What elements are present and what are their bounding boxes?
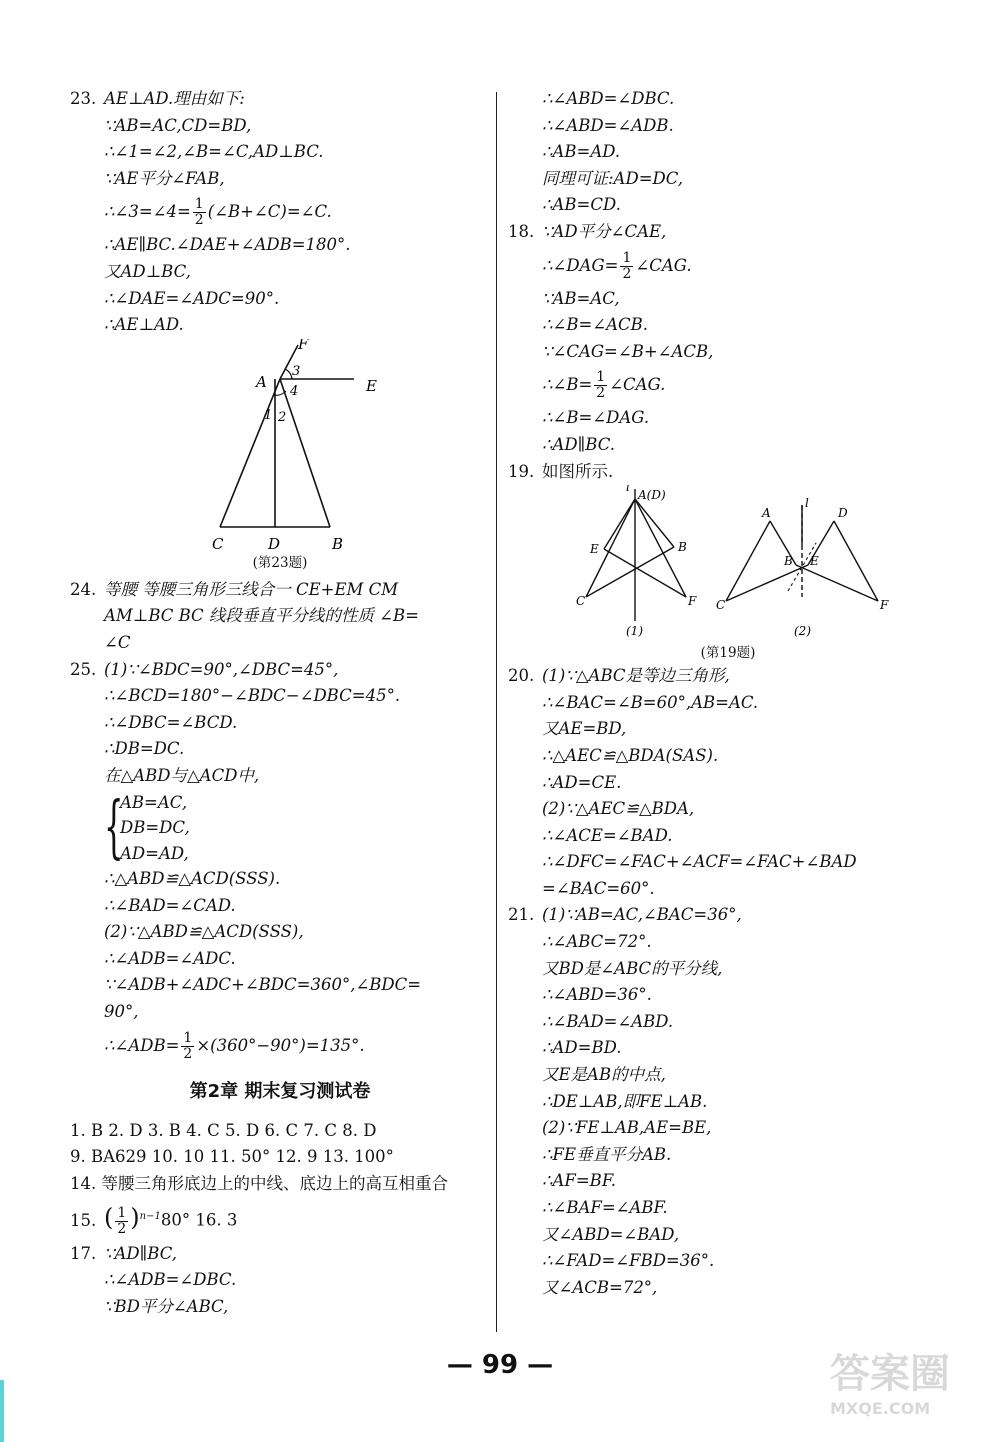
q17-line-8: ∴AB=CD. bbox=[542, 195, 621, 215]
label-D: D bbox=[268, 534, 281, 553]
fig2-label-l: l bbox=[805, 496, 809, 511]
triangle-diagram bbox=[70, 339, 490, 553]
q20-number: 20. bbox=[508, 666, 535, 686]
label-angle-2: 2 bbox=[278, 409, 287, 425]
figure-q23 bbox=[70, 339, 490, 553]
q25-line-4: ∴DB=DC. bbox=[104, 739, 185, 759]
q21-line-9: (2)∵FE⊥AB,AE=BE, bbox=[542, 1118, 712, 1138]
q18-line-4: ∴∠B=∠ACB. bbox=[542, 315, 649, 335]
fig2-label-B: B bbox=[784, 554, 793, 569]
watermark-logo: 答案圈 MXQE.COM bbox=[830, 1351, 950, 1418]
q25-line-5: 在△ABD与△ACD中, bbox=[104, 765, 260, 785]
q25-line-1: (1)∵∠BDC=90°,∠DBC=45°, bbox=[104, 659, 339, 679]
right-column bbox=[508, 86, 948, 1301]
q21-line-4: ∴∠ABD=36°. bbox=[542, 985, 652, 1005]
q25-line-9: ∴∠ADB=∠ADC. bbox=[104, 948, 236, 968]
fig1-label-B: B bbox=[678, 540, 687, 555]
q23-line-6: ∴AE∥BC.∠DAE+∠ADB=180°. bbox=[104, 235, 351, 255]
q23-line-2: ∵AB=AC,CD=BD, bbox=[104, 115, 252, 135]
fig1-caption: (1) bbox=[626, 624, 643, 639]
q17-number: 17. bbox=[70, 1243, 97, 1263]
q20-line-6: (2)∵△AEC≌△BDA, bbox=[542, 799, 695, 819]
q21-line-3: 又BD是∠ABC的平分线, bbox=[542, 958, 723, 978]
q18-line-1: ∵AD平分∠CAE, bbox=[542, 221, 667, 241]
q24-line-1: 等腰 等腰三角形三线合一 CE+EM CM bbox=[104, 579, 399, 599]
question-23 bbox=[70, 86, 490, 573]
question-17-continued bbox=[508, 86, 948, 219]
q21-line-6: ∴AD=BD. bbox=[542, 1038, 622, 1058]
fig2-label-F: F bbox=[880, 598, 889, 613]
label-angle-4: 4 bbox=[290, 383, 299, 399]
q17-line-2: ∴∠ADB=∠DBC. bbox=[104, 1270, 237, 1290]
label-B: B bbox=[332, 534, 344, 553]
page-number: — 99 — bbox=[446, 1350, 554, 1380]
q23-line-7: 又AD⊥BC, bbox=[104, 261, 191, 281]
brace-icon: { bbox=[104, 787, 124, 867]
q25-number: 25. bbox=[70, 659, 97, 679]
question-20 bbox=[508, 663, 948, 902]
fig2-label-C: C bbox=[716, 598, 726, 613]
q23-line-1: AE⊥AD.理由如下: bbox=[104, 89, 245, 108]
q21-line-8: ∴DE⊥AB,即FE⊥AB. bbox=[542, 1091, 708, 1111]
q20-line-9: =∠BAC=60°. bbox=[542, 878, 655, 898]
q25-line-3: ∴∠DBC=∠BCD. bbox=[104, 712, 238, 732]
figure-q19 bbox=[508, 485, 948, 643]
q23-line-8: ∴∠DAE=∠ADC=90°. bbox=[104, 288, 280, 308]
fraction: $\frac{1}{2}$ bbox=[596, 369, 606, 402]
q24-number: 24. bbox=[70, 579, 97, 599]
caption-q23: (第23题) bbox=[252, 554, 308, 571]
fig1-label-F: F bbox=[688, 594, 697, 609]
fig1-label-AD: A(D) bbox=[638, 488, 666, 503]
q20-line-8: ∴∠DFC=∠FAC+∠ACF=∠FAC+∠BAD bbox=[542, 852, 857, 872]
q25-line-7: ∴∠BAD=∠CAD. bbox=[104, 895, 236, 915]
brace-line-1: AB=AC, bbox=[120, 792, 188, 812]
q20-line-5: ∴AD=CE. bbox=[542, 772, 622, 792]
q25-line-6: ∴△ABD≌△ACD(SSS). bbox=[104, 869, 281, 888]
answers-line-1: 1. B 2. D 3. B 4. C 5. D 6. C 7. C 8. D bbox=[70, 1120, 377, 1140]
q20-line-3: 又AE=BD, bbox=[542, 719, 627, 739]
answers-line-3: 14. 等腰三角形底边上的中线、底边上的高互相重合 bbox=[70, 1173, 448, 1193]
question-25 bbox=[70, 657, 490, 1066]
q21-number: 21. bbox=[508, 905, 535, 925]
brace-line-2: DB=DC, bbox=[120, 818, 190, 837]
fig2-label-A: A bbox=[762, 506, 771, 521]
label-angle-3: 3 bbox=[292, 363, 301, 379]
q18-line-6: ∴∠B= $\frac{1}{2}$ ∠CAG. bbox=[542, 369, 666, 402]
q17-line-7: 同理可证:AD=DC, bbox=[542, 168, 684, 188]
q20-line-1: (1)∵△ABC是等边三角形, bbox=[542, 666, 730, 686]
question-24 bbox=[70, 577, 490, 657]
answers-block bbox=[70, 1118, 490, 1241]
fig2-label-D: D bbox=[838, 506, 848, 521]
q17-line-1: ∵AD∥BC, bbox=[104, 1243, 177, 1263]
q18-line-7: ∴∠B=∠DAG. bbox=[542, 408, 650, 428]
question-17 bbox=[70, 1241, 490, 1321]
geometry-diagrams bbox=[508, 485, 948, 643]
q17-line-6: ∴AB=AD. bbox=[542, 142, 621, 162]
q21-line-5: ∴∠BAD=∠ABD. bbox=[542, 1011, 674, 1031]
q25-line-11: 90°, bbox=[104, 1001, 139, 1021]
q18-line-2: ∴∠DAG= $\frac{1}{2}$ ∠CAG. bbox=[542, 249, 692, 282]
label-F: F bbox=[298, 338, 309, 353]
q25-line-8: (2)∵△ABD≌△ACD(SSS), bbox=[104, 922, 304, 942]
q25-line-2: ∴∠BCD=180°−∠BDC−∠DBC=45°. bbox=[104, 686, 401, 706]
fig1-label-l: l bbox=[626, 485, 630, 495]
q18-line-3: ∵AB=AC, bbox=[542, 288, 620, 308]
q25-line-12: ∴∠ADB= $\frac{1}{2}$ ×(360°−90°)=135°. bbox=[104, 1029, 365, 1062]
label-A: A bbox=[256, 372, 267, 391]
caption-q19: (第19题) bbox=[700, 645, 756, 662]
q25-system bbox=[70, 787, 490, 867]
q18-number: 18. bbox=[508, 221, 535, 241]
fig1-label-E: E bbox=[590, 542, 599, 557]
q20-line-2: ∴∠BAC=∠B=60°,AB=AC. bbox=[542, 692, 759, 712]
fig1-label-C: C bbox=[576, 594, 586, 609]
fraction: $\frac{1}{2}$ bbox=[117, 1204, 127, 1237]
q23-line-5: ∴∠3=∠4= $\frac{1}{2}$ (∠B+∠C)=∠C. bbox=[104, 196, 332, 229]
q23-line-4: ∵AE平分∠FAB, bbox=[104, 168, 225, 188]
q24-line-3: ∠C bbox=[104, 632, 131, 652]
q21-line-1: (1)∵AB=AC,∠BAC=36°, bbox=[542, 905, 742, 925]
q21-line-15: 又∠ACB=72°, bbox=[542, 1277, 658, 1297]
q23-line-9: ∴AE⊥AD. bbox=[104, 315, 184, 335]
question-19 bbox=[508, 459, 948, 664]
left-column bbox=[70, 86, 490, 1321]
q17-line-3: ∵BD平分∠ABC, bbox=[104, 1297, 229, 1317]
answers-line-2: 9. BA629 10. 10 11. 50° 12. 9 13. 100° bbox=[70, 1147, 394, 1167]
q20-line-7: ∴∠ACE=∠BAD. bbox=[542, 825, 673, 845]
q21-line-7: 又E是AB的中点, bbox=[542, 1065, 666, 1085]
question-18 bbox=[508, 219, 948, 459]
q23-number: 23. bbox=[70, 89, 97, 108]
answers-line-4: 15. ( $\frac{1}{2}$ )$^{n-1}$80° 16. 3 bbox=[70, 1203, 238, 1237]
q19-number: 19. bbox=[508, 461, 535, 481]
q23-line-3: ∴∠1=∠2,∠B=∠C,AD⊥BC. bbox=[104, 142, 324, 162]
q21-line-13: 又∠ABD=∠BAD, bbox=[542, 1224, 680, 1244]
q20-line-4: ∴△AEC≌△BDA(SAS). bbox=[542, 745, 719, 765]
fraction: $\frac{1}{2}$ bbox=[183, 1029, 193, 1062]
brace-line-3: AD=AD, bbox=[120, 843, 189, 863]
q21-line-10: ∴FE垂直平分AB. bbox=[542, 1144, 672, 1164]
question-21 bbox=[508, 902, 948, 1301]
q21-line-12: ∴∠BAF=∠ABF. bbox=[542, 1198, 668, 1217]
label-angle-1: 1 bbox=[264, 407, 273, 423]
label-E: E bbox=[366, 376, 377, 395]
fraction: $\frac{1}{2}$ bbox=[622, 249, 632, 282]
q17-line-4: ∴∠ABD=∠DBC. bbox=[542, 89, 675, 108]
label-C: C bbox=[212, 534, 224, 553]
q21-line-14: ∴∠FAD=∠FBD=36°. bbox=[542, 1251, 715, 1271]
q18-line-8: ∴AD∥BC. bbox=[542, 434, 615, 454]
section-heading: 第2章 期末复习测试卷 bbox=[189, 1080, 371, 1102]
fig2-label-E: E bbox=[810, 554, 819, 569]
edge-mark bbox=[0, 1380, 4, 1442]
q19-text: 如图所示. bbox=[542, 461, 614, 481]
fig2-caption: (2) bbox=[794, 624, 811, 639]
q17-line-5: ∴∠ABD=∠ADB. bbox=[542, 115, 674, 135]
q21-line-11: ∴AF=BF. bbox=[542, 1171, 616, 1191]
fraction: $\frac{1}{2}$ bbox=[194, 196, 204, 229]
column-divider bbox=[496, 92, 497, 1332]
q24-line-2: AM⊥BC BC 线段垂直平分线的性质 ∠B= bbox=[104, 606, 419, 626]
q18-line-5: ∵∠CAG=∠B+∠ACB, bbox=[542, 341, 714, 361]
q25-line-10: ∵∠ADB+∠ADC+∠BDC=360°,∠BDC= bbox=[104, 975, 422, 995]
q21-line-2: ∴∠ABC=72°. bbox=[542, 932, 652, 952]
